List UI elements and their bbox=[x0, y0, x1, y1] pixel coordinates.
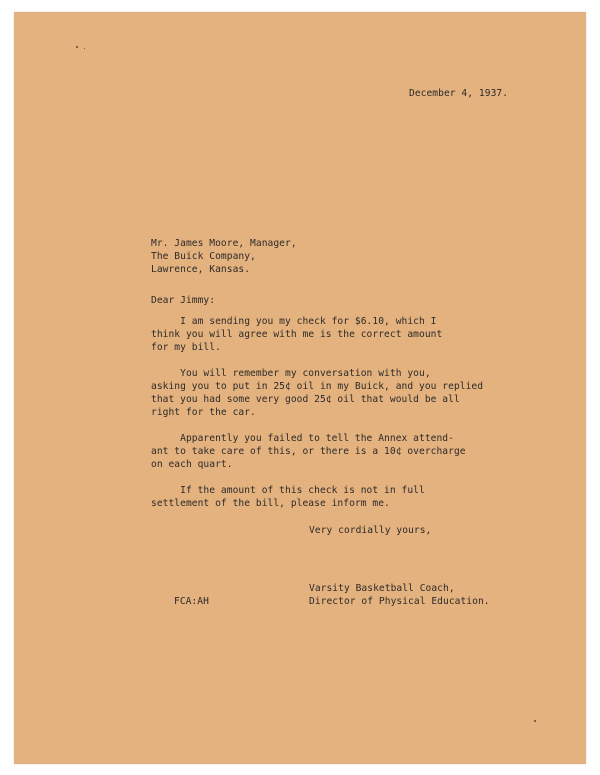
paper-speck bbox=[76, 46, 78, 48]
reference-initials: FCA:AH bbox=[174, 596, 209, 607]
recipient-line-name: Mr. James Moore, Manager, bbox=[151, 238, 297, 249]
signature-block bbox=[309, 582, 490, 608]
body-paragraph: I am sending you my check for $6.10, which I think you will agree with me is the correct amount for my bill. bbox=[151, 316, 443, 353]
letter-body bbox=[151, 315, 483, 523]
recipient-line-city: Lawrence, Kansas. bbox=[151, 264, 251, 275]
paper-speck bbox=[84, 48, 85, 49]
body-paragraph: Apparently you failed to tell the Annex attend- ant to take care of this, or there is a 10¢ overcharge on each quart. bbox=[151, 433, 466, 470]
recipient-address bbox=[151, 237, 297, 276]
signature-title-coach: Varsity Basketball Coach, bbox=[309, 583, 455, 594]
closing: Very cordially yours, bbox=[309, 525, 432, 536]
letter-page bbox=[14, 12, 586, 764]
paper-speck bbox=[534, 720, 536, 722]
letter-date: December 4, 1937. bbox=[409, 88, 509, 99]
body-paragraph: You will remember my conversation with you, asking you to put in 25¢ oil in my Buick, and you replied that you had some very good 25¢ oil that would be all right for the car. bbox=[151, 368, 484, 418]
salutation: Dear Jimmy: bbox=[151, 295, 216, 306]
body-paragraph: If the amount of this check is not in full settlement of the bill, please inform me. bbox=[151, 485, 425, 509]
signature-title-director: Director of Physical Education. bbox=[309, 596, 490, 607]
recipient-line-company: The Buick Company, bbox=[151, 251, 256, 262]
